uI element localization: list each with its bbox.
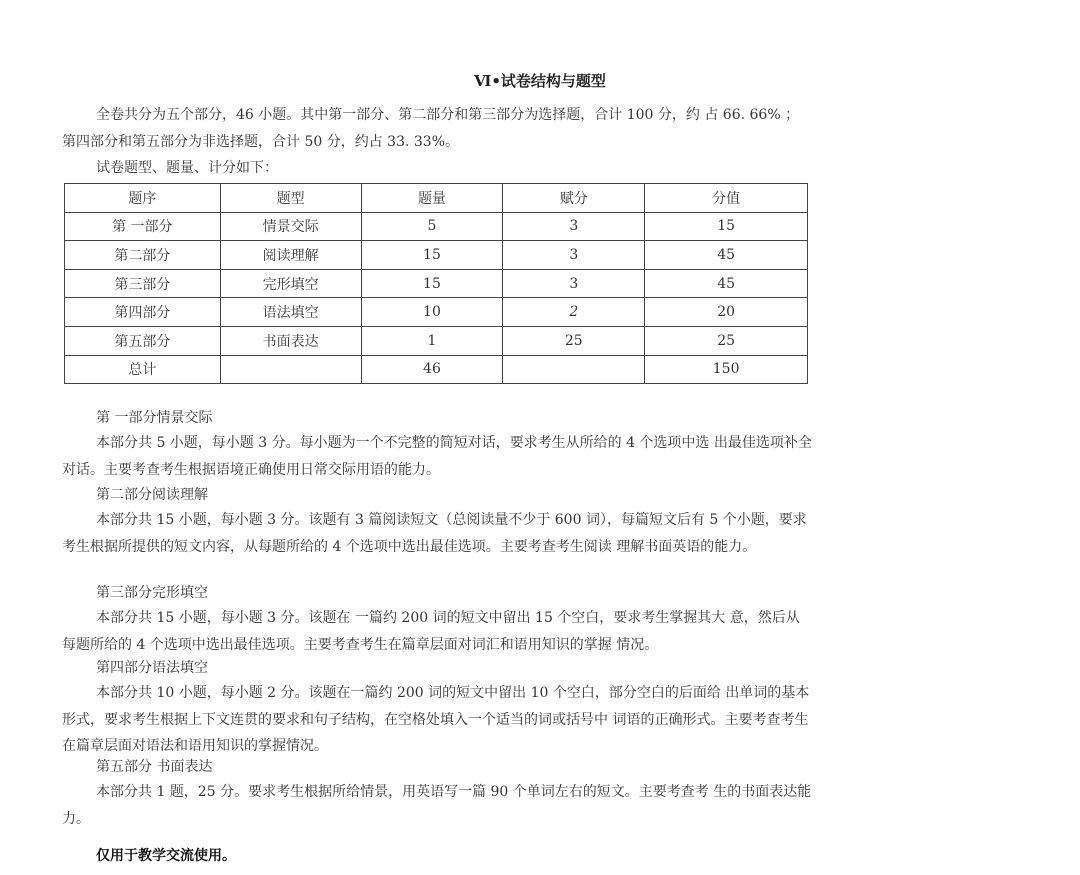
table-cell: 1: [361, 326, 503, 355]
section-body-text: 本部分共 15 小题，每小题 3 分。该题在 一篇约 200 词的短文中留出 15 个空白，要求考生掌握其大 意，然后从每题所给的 4 个选项中选出最佳选项。主要考查考生在篇章层面对词汇和语用知识的掌握 情况。: [62, 610, 800, 653]
table-cell: 25: [645, 326, 808, 355]
section-body-text: 本部分共 5 小题，每小题 3 分。每小题为一个不完整的简短对话，要求考生从所给的 4 个选项中选 出最佳选项补全对话。主要考查考生根据语境正确使用日常交际用语的能力。: [62, 435, 812, 478]
table-cell: 第二部分: [65, 241, 221, 270]
table-total-row: [65, 355, 808, 384]
table-cell: 45: [645, 241, 808, 270]
section-title: 第二部分阅读理解: [96, 487, 208, 503]
table-cell: [503, 355, 645, 384]
section-title: 第四部分语法填空: [96, 660, 208, 676]
intro-line-1: 全卷共分为五个部分，46 小题。其中第一部分、第二部分和第三部分为选择题，合计 100 分，约 占 66. 66% ；: [96, 107, 800, 123]
table-cell: 15: [361, 241, 503, 270]
table-row: [65, 241, 808, 270]
section-title: 第 一部分情景交际: [96, 410, 213, 426]
table-cell: 3: [503, 212, 645, 241]
table-cell: 15: [361, 269, 503, 298]
table-cell: 10: [361, 298, 503, 327]
table-cell: 3: [503, 241, 645, 270]
intro-line-2: 第四部分和第五部分为非选择题，合计 50 分，约占 33. 33%。: [62, 133, 459, 150]
table-cell: 第三部分: [65, 269, 221, 298]
section-body: [62, 507, 812, 560]
table-header-cell: 题序: [65, 184, 221, 213]
table-cell: 第五部分: [65, 326, 221, 355]
table-cell: 25: [503, 326, 645, 355]
table-row: [65, 212, 808, 241]
table-row: [65, 269, 808, 298]
table-cell: 46: [361, 355, 503, 384]
table-cell: [220, 355, 361, 384]
table-header-cell: 题量: [361, 184, 503, 213]
table-row: [65, 298, 808, 327]
table-header-cell: 题型: [220, 184, 361, 213]
table-cell: 总计: [65, 355, 221, 384]
table-cell: 2: [503, 298, 645, 327]
page-title: Ⅵ•试卷结构与题型: [474, 72, 606, 90]
table-cell: 5: [361, 212, 503, 241]
table-cell: 3: [503, 269, 645, 298]
intro-line-3: 试卷题型、题量、计分如下：: [96, 160, 278, 176]
score-table: [64, 183, 808, 384]
section-body-text: 本部分共 15 小题，每小题 3 分。该题有 3 篇阅读短文（总阅读量不少于 600 词），每篇短文后有 5 个小题，要求考生根据所提供的短文内容，从每题所给的 4 个选项中选出最佳选项。主要考查考生阅读 理解书面英语的能力。: [62, 512, 807, 555]
section-body: [62, 779, 812, 832]
table-cell: 语法填空: [220, 298, 361, 327]
table-header-cell: 赋分: [503, 184, 645, 213]
table-cell: 第四部分: [65, 298, 221, 327]
table-cell: 20: [645, 298, 808, 327]
table-cell: 阅读理解: [220, 241, 361, 270]
section-body: [62, 680, 812, 760]
table-cell: 15: [645, 212, 808, 241]
table-header-row: [65, 184, 808, 213]
table-cell: 45: [645, 269, 808, 298]
section-body: [62, 430, 812, 483]
table-cell: 150: [645, 355, 808, 384]
table-cell: 完形填空: [220, 269, 361, 298]
footer-note: 仅用于教学交流使用。: [96, 848, 236, 864]
section-body-text: 本部分共 1 题，25 分。要求考生根据所给情景，用英语写一篇 90 个单词左右的短文。主要考查考 生的书面表达能力。: [62, 784, 812, 827]
section-title: 第三部分完形填空: [96, 585, 208, 601]
section-body: [62, 605, 812, 658]
section-body-text: 本部分共 10 小题，每小题 2 分。该题在一篇约 200 词的短文中留出 10 个空白，部分空白的后面给 出单词的基本形式，要求考生根据上下文连贯的要求和句子结构，在空格处填入一个适当的词或括号中 词语的正确形式。主要考查考生在篇章层面对语法和语用知识的掌握情况。: [62, 685, 810, 754]
table-row: [65, 326, 808, 355]
intro-paragraph: [62, 102, 812, 182]
table-header-cell: 分值: [645, 184, 808, 213]
section-title: 第五部分 书面表达: [96, 759, 213, 775]
table-cell: 第 一部分: [65, 212, 221, 241]
table-cell: 书面表达: [220, 326, 361, 355]
table-cell: 情景交际: [220, 212, 361, 241]
